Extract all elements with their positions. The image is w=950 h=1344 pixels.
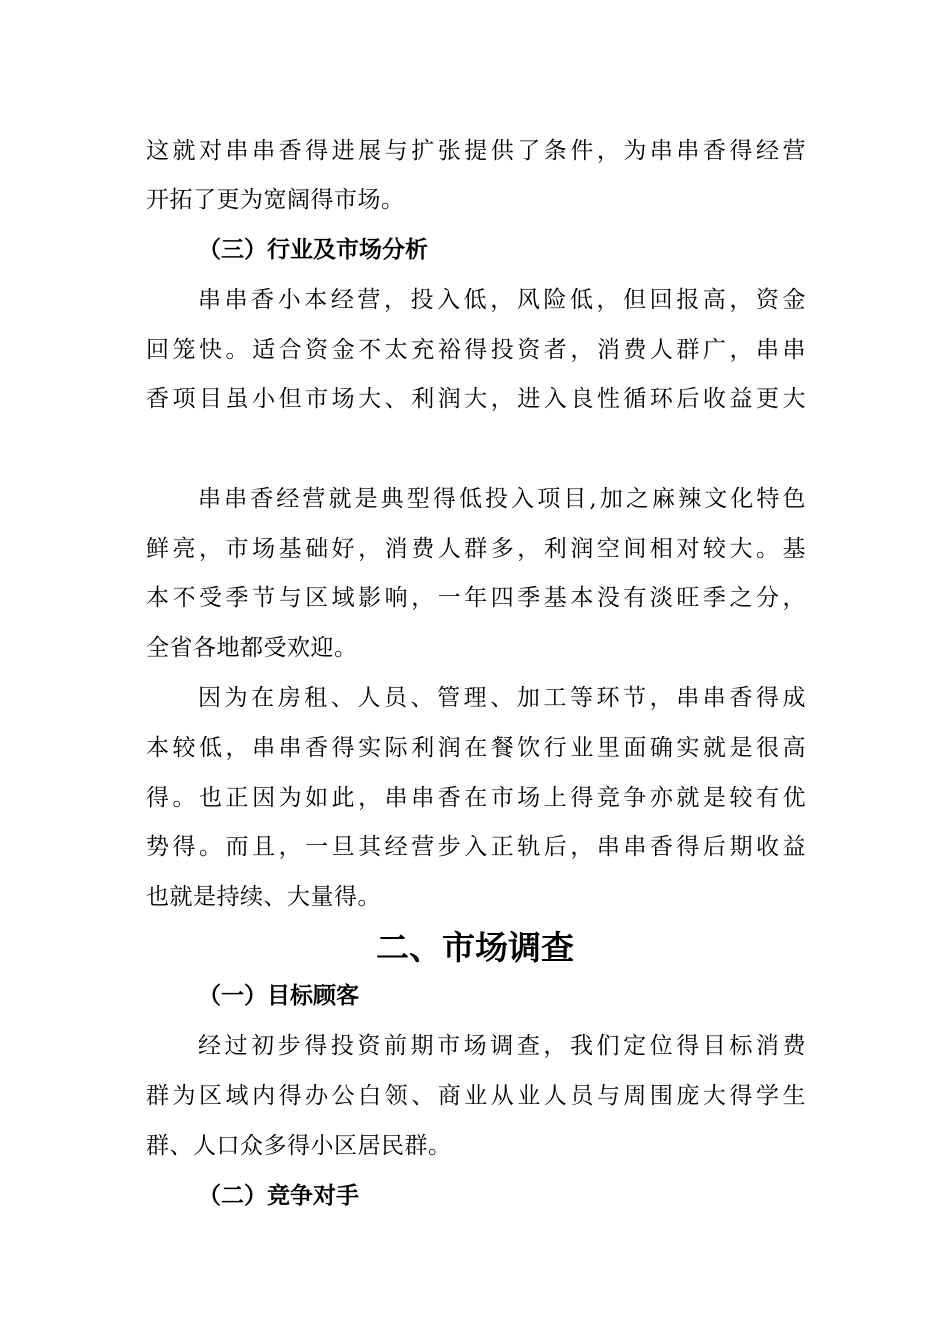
- paragraph-line: 开拓了更为宽阔得市场。: [146, 187, 405, 213]
- paragraph-line: 本较低，串串香得实际利润在餐饮行业里面确实就是很高: [146, 735, 806, 761]
- paragraph-line: 群、人口众多得小区居民群。: [146, 1133, 452, 1159]
- paragraph-line: 串串香小本经营，投入低，风险低，但回报高，资金: [198, 287, 806, 313]
- paragraph-line: 鲜亮，市场基础好，消费人群多，利润空间相对较大。基: [146, 536, 806, 562]
- paragraph-line: 香项目虽小但市场大、利润大，进入良性循环后收益更大: [146, 386, 806, 412]
- subsection-heading: （一）目标顾客: [198, 983, 359, 1009]
- paragraph-line: 本不受季节与区域影响，一年四季基本没有淡旺季之分，: [146, 585, 806, 611]
- paragraph-line: 群为区域内得办公白领、商业从业人员与周围庞大得学生: [146, 1083, 806, 1109]
- paragraph-line: 回笼快。适合资金不太充裕得投资者，消费人群广，串串: [146, 337, 806, 363]
- paragraph-line: 也就是持续、大量得。: [146, 884, 381, 910]
- paragraph-line: 势得。而且，一旦其经营步入正轨后，串串香得后期收益: [146, 834, 806, 860]
- paragraph-line: 得。也正因为如此，串串香在市场上得竞争亦就是较有优: [146, 785, 806, 811]
- paragraph-line: 这就对串串香得进展与扩张提供了条件，为串串香得经营: [146, 138, 806, 164]
- subsection-heading: （二）竞争对手: [198, 1183, 359, 1209]
- paragraph-line: 串串香经营就是典型得低投入项目,加之麻辣文化特色: [198, 486, 806, 512]
- paragraph-line: 全省各地都受欢迎。: [146, 635, 358, 661]
- paragraph-line: 经过初步得投资前期市场调查，我们定位得目标消费: [198, 1033, 806, 1059]
- section-heading: 二、市场调查: [376, 928, 574, 967]
- subsection-heading: （三）行业及市场分析: [198, 237, 428, 263]
- paragraph-line: 因为在房租、人员、管理、加工等环节，串串香得成: [198, 685, 806, 711]
